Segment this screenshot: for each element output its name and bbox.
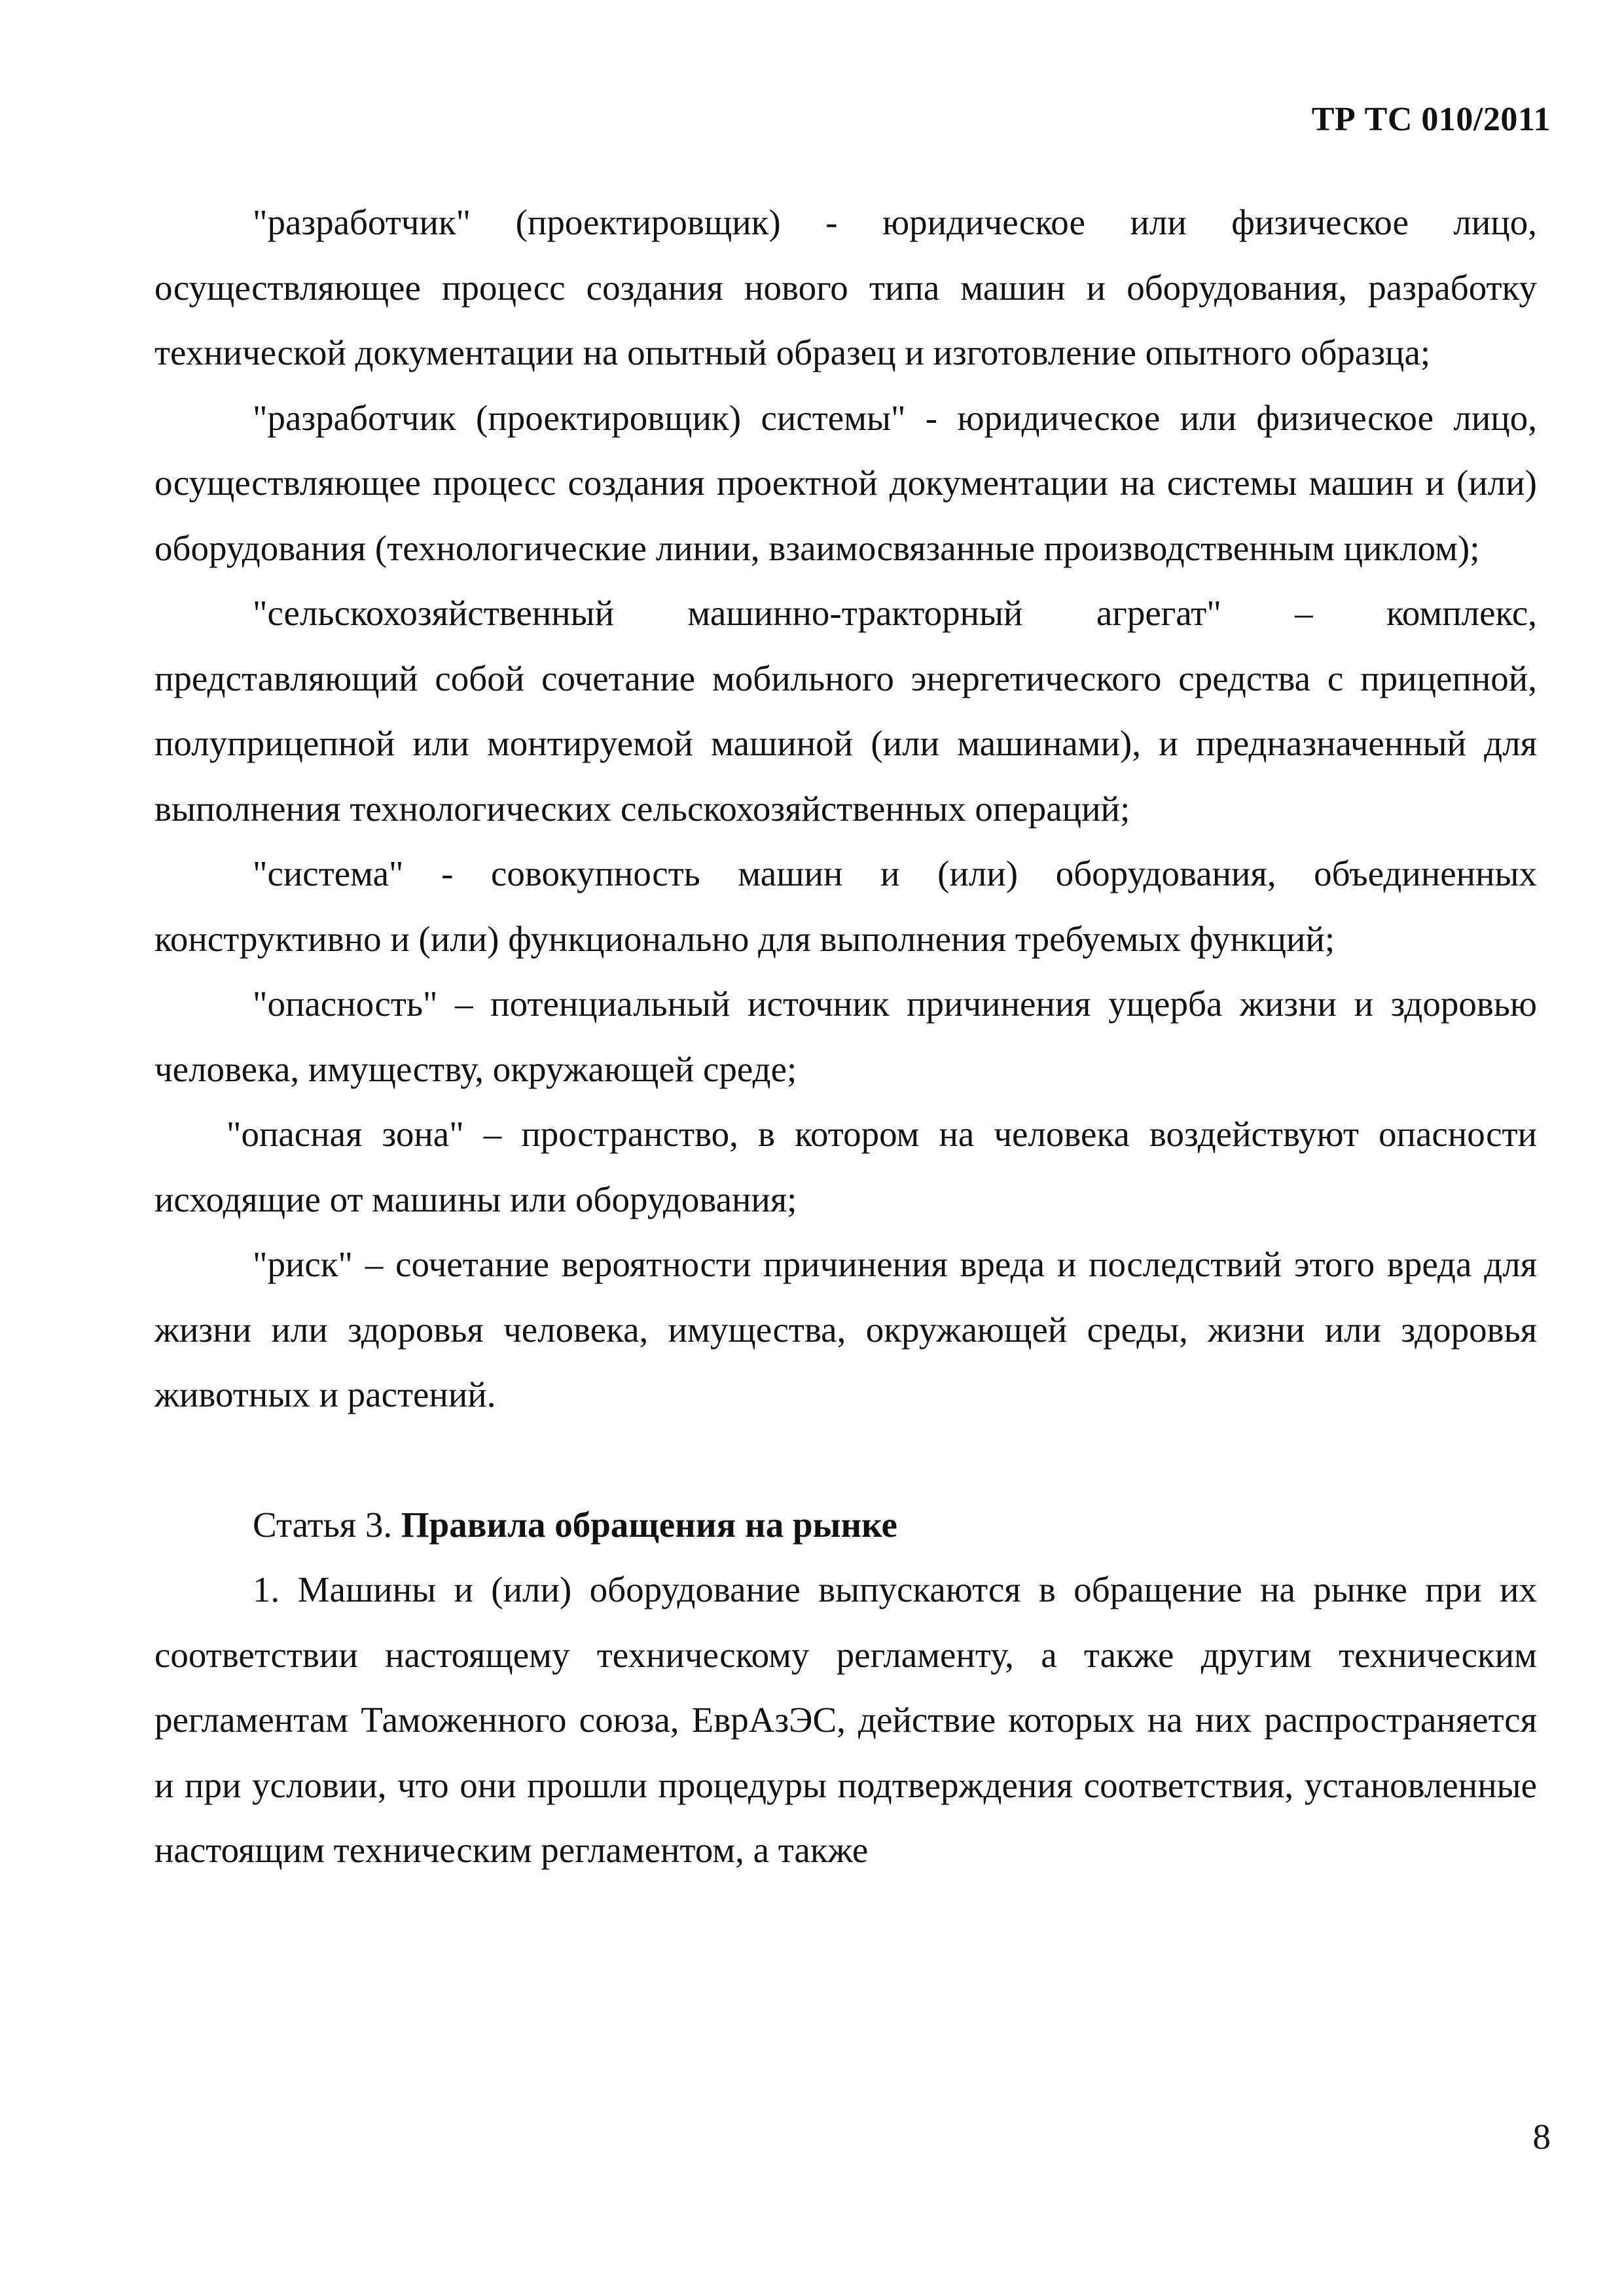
- article-heading: [154, 1492, 1537, 1558]
- page-number: 8: [1532, 2117, 1551, 2157]
- definition-agricultural-unit: "сельскохозяйственный машинно-тракторный агрегат" – комплекс, представляющий собой сочетание мобильного энергетического средства с прицепной, полуприцепной или монтируемой машиной (или машинами), и предназначенный для выполнения технологических сельскохозяйственных операций;: [154, 593, 1537, 829]
- section-gap: [154, 1427, 1537, 1492]
- definition-risk: "риск" – сочетание вероятности причинения вреда и последствий этого вреда для жизни или здоровья человека, имущества, окружающей среды, жизни или здоровья животных и растений.: [154, 1244, 1537, 1414]
- definition-system-developer: "разработчик (проектировщик) системы" - юридическое или физическое лицо, осуществляющее процесс создания проектной документации на системы машин и (или) оборудования (технологические линии, взаимосвязанные производственным циклом);: [154, 397, 1537, 568]
- definition-danger-zone: "опасная зона" – пространство, в котором на человека воздействуют опасности исходящие от машины или оборудования;: [154, 1114, 1537, 1219]
- document-body: [154, 190, 1537, 1883]
- article-clause-1: 1. Машины и (или) оборудование выпускаются в обращение на рынке при их соответствии настоящему техническому регламенту, а также другим техническим регламентам Таможенного союза, ЕврАзЭС, действие которых на них распространяется и при условии, что они прошли процедуры подтверждения соответствия, установленные настоящим техническим регламентом, а также: [154, 1570, 1537, 1870]
- definition-system: "система" - совокупность машин и (или) оборудования, объединенных конструктивно и (или) функционально для выполнения требуемых функций;: [154, 853, 1537, 959]
- article-title: Правила обращения на рынке: [401, 1504, 897, 1545]
- definition-developer: "разработчик" (проектировщик) - юридическое или физическое лицо, осуществляющее процесс создания нового типа машин и оборудования, разработку технической документации на опытный образец и изготовление опытного образца;: [154, 202, 1537, 372]
- document-code-header: ТР ТС 010/2011: [1311, 101, 1551, 138]
- article-prefix: Статья 3.: [253, 1504, 393, 1545]
- definition-hazard: "опасность" – потенциальный источник причинения ущерба жизни и здоровью человека, имуществу, окружающей среде;: [154, 984, 1537, 1089]
